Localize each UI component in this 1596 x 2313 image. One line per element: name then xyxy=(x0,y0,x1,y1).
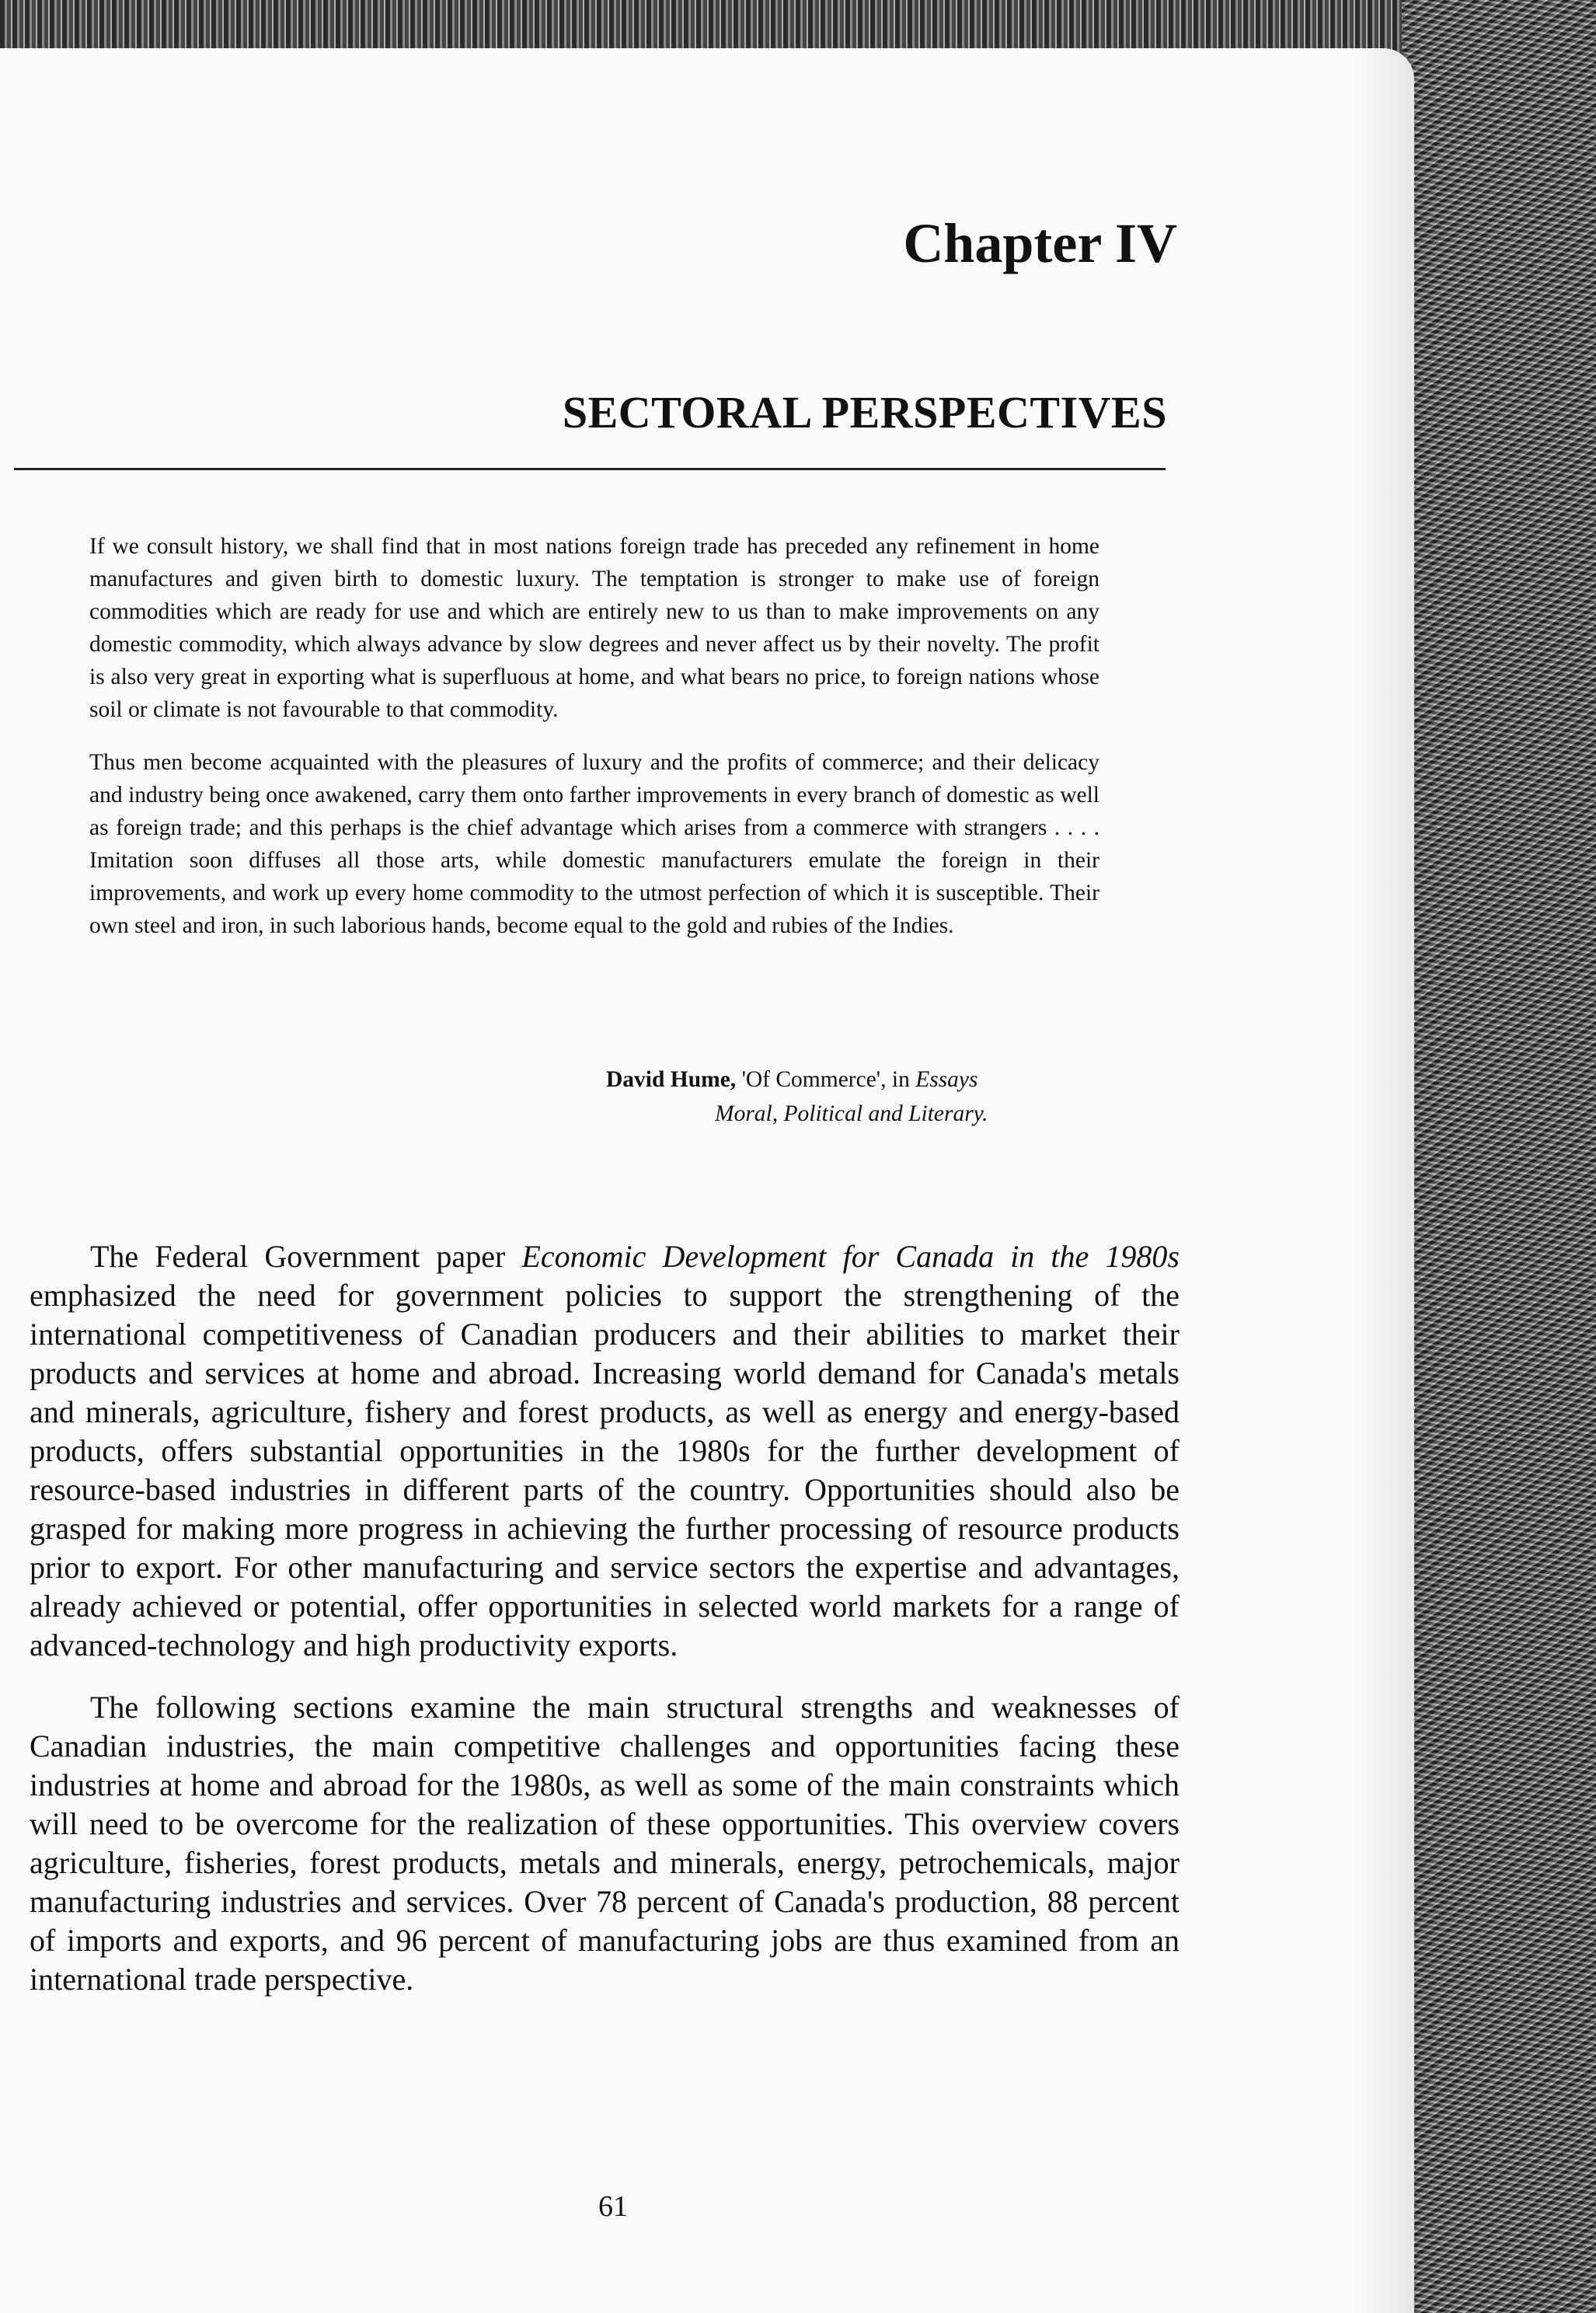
body-p1-rest: emphasized the need for government policies to support the strengthening of the international competitiveness of Canadian producers and their abilities to market their products and services at home and abroad. Increasing world demand for Canada's metals and minerals, agriculture, fishery and forest products, as well as energy and energy-based products, offers substantial opportunities in the 1980s for the further development of resource-based industries in different parts of the country. Opportunities should also be grasped for making more progress in achieving the further processing of resource products prior to export. For other manufacturing and service sectors the expertise and advantages, already achieved or potential, offer opportunities in selected world markets for a range of advanced-technology and high productivity exports. xyxy=(30,1278,1180,1662)
attribution-line-1 xyxy=(606,1062,1103,1097)
scan-right-border xyxy=(1402,0,1596,2313)
epigraph-paragraph-1: If we consult history, we shall find that in most nations foreign trade has preceded any refinement in home manufactures and given birth to domestic luxury. The temptation is stronger to make use of foreign commodities which are ready for use and which are entirely new to us than to make improvements on any domestic commodity, which always advance by slow degrees and never affect us by their novelty. The profit is also very great in exporting what is superfluous at home, and what bears no price, to foreign nations whose soil or climate is not favourable to that commodity. xyxy=(89,534,1099,722)
page-edge-shadow xyxy=(1352,48,1414,2313)
attribution-work: 'Of Commerce', in xyxy=(736,1067,916,1092)
attribution-book-part2: Moral, Political and Literary. xyxy=(715,1101,988,1126)
title-rule xyxy=(14,468,1166,470)
chapter-title: SECTORAL PERSPECTIVES xyxy=(562,387,1167,438)
book-page xyxy=(0,48,1414,2313)
epigraph xyxy=(89,530,1099,962)
body-p1-title: Economic Development for Canada in the 1980s xyxy=(521,1239,1180,1274)
body-paragraph-2: The following sections examine the main structural strengths and weaknesses of Canadian industries, the main competitive challenges and opportunities facing these industries at home and abroad for the 1980s, as well as some of the main constraints which will need to be overcome for the realization of these opportunities. This overview covers agriculture, fisheries, forest products, metals and minerals, energy, petrochemicals, major manufacturing industries and services. Over 78 percent of Canada's production, 88 percent of imports and exports, and 96 percent of manufacturing jobs are thus examined from an international trade perspective. xyxy=(30,1690,1180,1997)
body-paragraph-1 xyxy=(30,1237,1180,1665)
chapter-label: Chapter IV xyxy=(903,212,1177,274)
attribution-book-part1: Essays xyxy=(915,1067,978,1092)
body-p1-start: The Federal Government paper xyxy=(90,1239,522,1274)
attribution-author: David Hume, xyxy=(606,1067,737,1092)
epigraph-paragraph-2: Thus men become acquainted with the pleasures of luxury and the profits of commerce; and their delicacy and industry being once awakened, carry them onto farther improvements in every branch of domestic as well as foreign trade; and this perhaps is the chief advantage which arises from a commerce with strangers . . . . Imitation soon diffuses all those arts, while domestic manufacturers emulate the foreign in their improvements, and work up every home commodity to the utmost perfection of which it is susceptible. Their own steel and iron, in such laborious hands, become equal to the gold and rubies of the Indies. xyxy=(89,750,1099,938)
body-text xyxy=(30,1237,1180,2022)
page-number: 61 xyxy=(598,2190,628,2223)
epigraph-attribution xyxy=(606,1062,1103,1131)
